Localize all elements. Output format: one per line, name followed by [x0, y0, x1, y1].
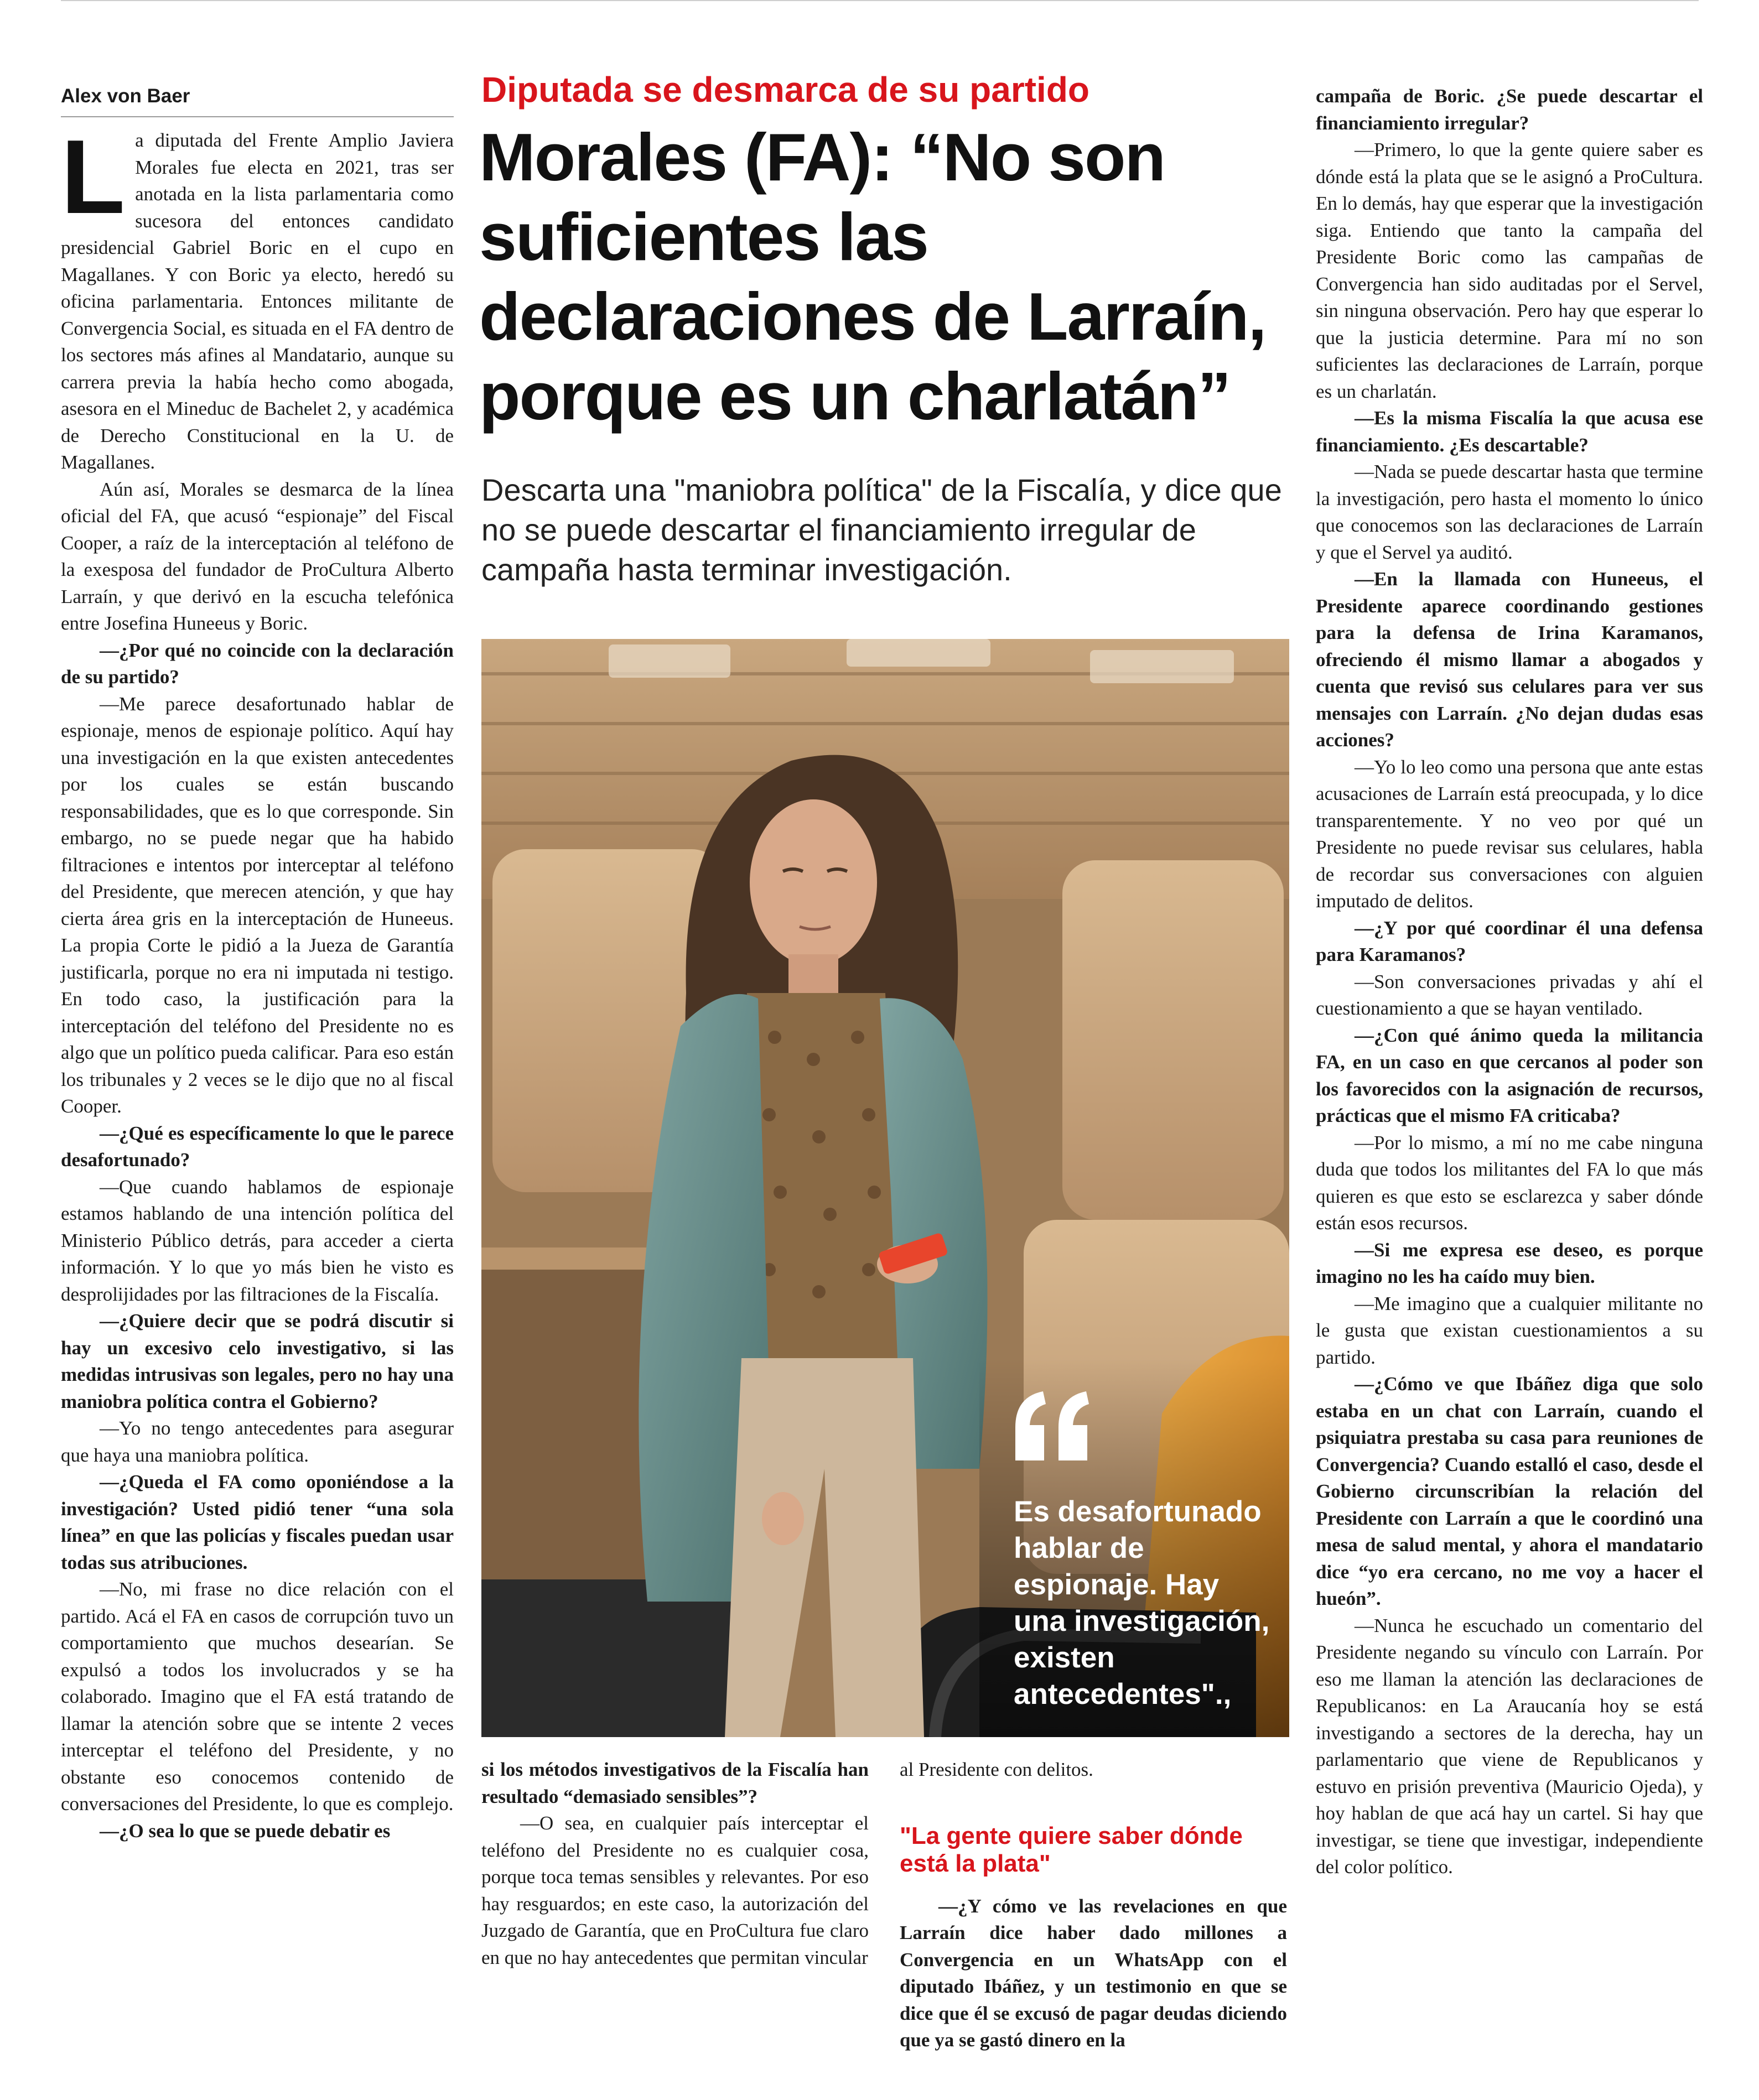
answer: —Son conversaciones privadas y ahí el cuestionamiento a que se hayan ventilado. [1316, 970, 1703, 1019]
answer: —Por lo mismo, a mí no me cabe ninguna duda que todos los militantes del FA lo que más quieren es que esto se esclarezca y saber dónde están esos recursos. [1316, 1131, 1703, 1234]
answer: —Que cuando hablamos de espionaje estamos hablando de una intención política del Ministerio Público detrás, para acceder a cierta información. Y lo que yo más bien he visto es desprolijidades por las filtraciones de la Fiscalía. [61, 1176, 454, 1305]
question: —¿O sea lo que se puede debatir es [100, 1820, 391, 1842]
answer: —Yo no tengo antecedentes para asegurar que haya una maniobra política. [61, 1417, 454, 1466]
question: —¿Por qué no coincide con la declaración de su partido? [61, 639, 454, 688]
answer: —Primero, lo que la gente quiere saber es dónde está la plata que se le asignó a ProCultura. En lo demás, hay que esperar que la investigación siga. Entiendo que tanto la campaña del Presidente Boric como las campañas de Convergencia han sido auditadas por el Servel, sin ninguna observación. Pero hay que esperar lo que la justicia determine. Para mí no son suficientes las declaraciones de Larraín, porque es un charlatán. [1316, 139, 1703, 402]
column-4 [1316, 83, 1703, 1881]
headline: Morales (FA): “No son suficientes las declaraciones de Larraín, porque es un charlatán” [479, 119, 1266, 434]
answer: —Yo lo leo como una persona que ante estas acusaciones de Larraín está preocupada, y lo dice transparentemente. Y no veo por qué un Presidente no puede revisar sus celulares, habla de recordar sus conversaciones con alguien imputado de delitos. [1316, 756, 1703, 912]
answer: —Nada se puede descartar hasta que termine la investigación, pero hasta el momento lo único que conocemos son las declaraciones de Larraín y que el Servel ya auditó. [1316, 461, 1703, 563]
column-1 [61, 118, 454, 1844]
question: campaña de Boric. ¿Se puede descartar el financiamiento irregular? [1316, 85, 1703, 134]
drop-cap: L [61, 118, 126, 236]
byline: Alex von Baer [61, 84, 454, 117]
column-3 [900, 1756, 1287, 2054]
pull-quote: Es desafortunado hablar de espionaje. Hay una investigación, existen antecedentes"., [1014, 1495, 1270, 1711]
answer: —No, mi frase no dice relación con el partido. Acá el FA en casos de corrupción tuvo un comportamiento que muchos desearían. Se expulsó a todos los involucrados y se ha colaborado. Imagino que el FA está tratando de llamar la atención sobre que se intente 2 veces interceptar el teléfono del Presidente, y no obstante eso conocemos contenido de conversaciones del Presidente, lo que es complejo. [61, 1578, 454, 1815]
question: —En la llamada con Huneeus, el Presidente aparece coordinando gestiones para la defensa de Irina Karamanos, ofreciendo él mismo llamar a abogados y cuenta que revisó sus celulares para ver sus mensajes con Larraín. ¿No dejan dudas esas acciones? [1316, 568, 1703, 751]
column-2 [481, 1756, 869, 1971]
subheading: "La gente quiere saber dónde está la plata" [900, 1822, 1243, 1877]
question: —¿Qué es específicamente lo que le parece desafortunado? [61, 1122, 454, 1171]
top-rule [61, 0, 1699, 1]
question: —¿Quiere decir que se podrá discutir si hay un excesivo celo investigativo, si las medidas intrusivas son legales, pero no hay una maniobra política contra el Gobierno? [61, 1310, 454, 1412]
paragraph: Aún así, Morales se desmarca de la línea oficial del FA, que acusó “espionaje” del Fiscal Cooper, a raíz de la interceptación al teléfono de la exesposa del fundador de ProCultura Alberto Larraín, y que derivó en la escucha telefónica entre Josefina Huneeus y Boric. [61, 478, 454, 634]
deck: Descarta una "maniobra política" de la Fiscalía, y dice que no se puede descartar el financiamiento irregular de campaña hasta terminar investigación. [481, 472, 1282, 587]
question: si los métodos investigativos de la Fiscalía han resultado “demasiado sensibles”? [481, 1759, 869, 1807]
kicker: Diputada se desmarca de su partido [481, 70, 1089, 110]
question: —Es la misma Fiscalía la que acusa ese financiamiento. ¿Es descartable? [1316, 407, 1703, 456]
answer: —Me parece desafortunado hablar de espionaje, menos de espionaje político. Aquí hay una investigación en la que existen antecedentes por los cuales se están buscando responsabilidades, que es lo que corresponde. Sin embargo, no se puede negar que ha habido filtraciones e intentos por interceptar al teléfono del Presidente, que merecen atención, y que hay cierta área gris en la interceptación de Huneeus. La propia Corte le pidió a la Jueza de Garantía justificarla, porque no era ni imputada ni testigo. En todo caso, la justificación para la interceptación del teléfono del Presidente no es algo que un político pueda calificar. Para eso están los tribunales y 2 veces se le dijo que no al fiscal Cooper. [61, 693, 454, 1117]
answer: —Me imagino que a cualquier militante no le gusta que existan cuestionamientos a su partido. [1316, 1292, 1703, 1368]
question: —Si me expresa ese deseo, es porque imagino no les ha caído muy bien. [1316, 1239, 1703, 1287]
question: —¿Queda el FA como oponiéndose a la investigación? Usted pidió tener “una sola línea” en que las policías y fiscales puedan usar todas sus atribuciones. [61, 1471, 454, 1573]
question: —¿Cómo ve que Ibáñez diga que solo estaba en un chat con Larraín, cuando el psiquiatra prestaba su casa para reuniones de Convergencia? Cuando estalló el caso, desde el Gobierno circunscribían la relación del Presidente con Larraín a que le coordinó una mesa de salud mental, y ahora el mandatario dice “yo era cercano, no me voy a hacer el hueón”. [1316, 1373, 1703, 1609]
quote-mark-icon [1010, 1389, 1093, 1466]
answer: —O sea, en cualquier país interceptar el teléfono del Presidente no es cualquier cosa, porque toca temas sensibles y relevantes. Por eso hay resguardos; en este caso, la autorización del Juzgado de Garantía, que en ProCultura fue claro en que no hay antecedentes que permitan vincular [481, 1812, 869, 1968]
question: —¿Con qué ánimo queda la militancia FA, en un caso en que cercanos al poder son los favorecidos con la asignación de recursos, prácticas que el mismo FA criticaba? [1316, 1024, 1703, 1126]
answer: al Presidente con delitos. [900, 1759, 1093, 1780]
question: —¿Y por qué coordinar él una defensa para Karamanos? [1316, 917, 1703, 965]
question: —¿Y cómo ve las revelaciones en que Larraín dice haber dado millones a Convergencia en un WhatsApp con el diputado Ibáñez, y un testimonio en que se dice que él se excusó de pagar deudas diciendo que ya se gastó dinero en la [900, 1895, 1287, 2051]
answer: —Nunca he escuchado un comentario del Presidente negando su vínculo con Larraín. Por eso me llaman la atención las declaraciones de Republicanos: en La Araucanía hoy se está investigando a sectores de la derecha, hay un parlamentario que viene de Republicanos y estuvo en prisión preventiva (Mauricio Ojeda), y hoy hablan de que acá hay un cartel. Si hay que investigar, se tiene que investigar, independiente del color político. [1316, 1614, 1703, 1878]
paragraph: a diputada del Frente Amplio Javiera Morales fue electa en 2021, tras ser anotada en la lista parlamentaria como sucesora del entonces candidato presidencial Gabriel Boric en el cupo en Magallanes. Y con Boric ya electo, heredó su oficina parlamentaria. Entonces militante de Convergencia Social, es situada en el FA dentro de los sectores más afines al Mandatario, aunque su carrera previa la había hecho como abogada, asesora en el Mineduc de Bachelet 2, y académica de Derecho Constitucional en la U. de Magallanes. [61, 129, 454, 473]
